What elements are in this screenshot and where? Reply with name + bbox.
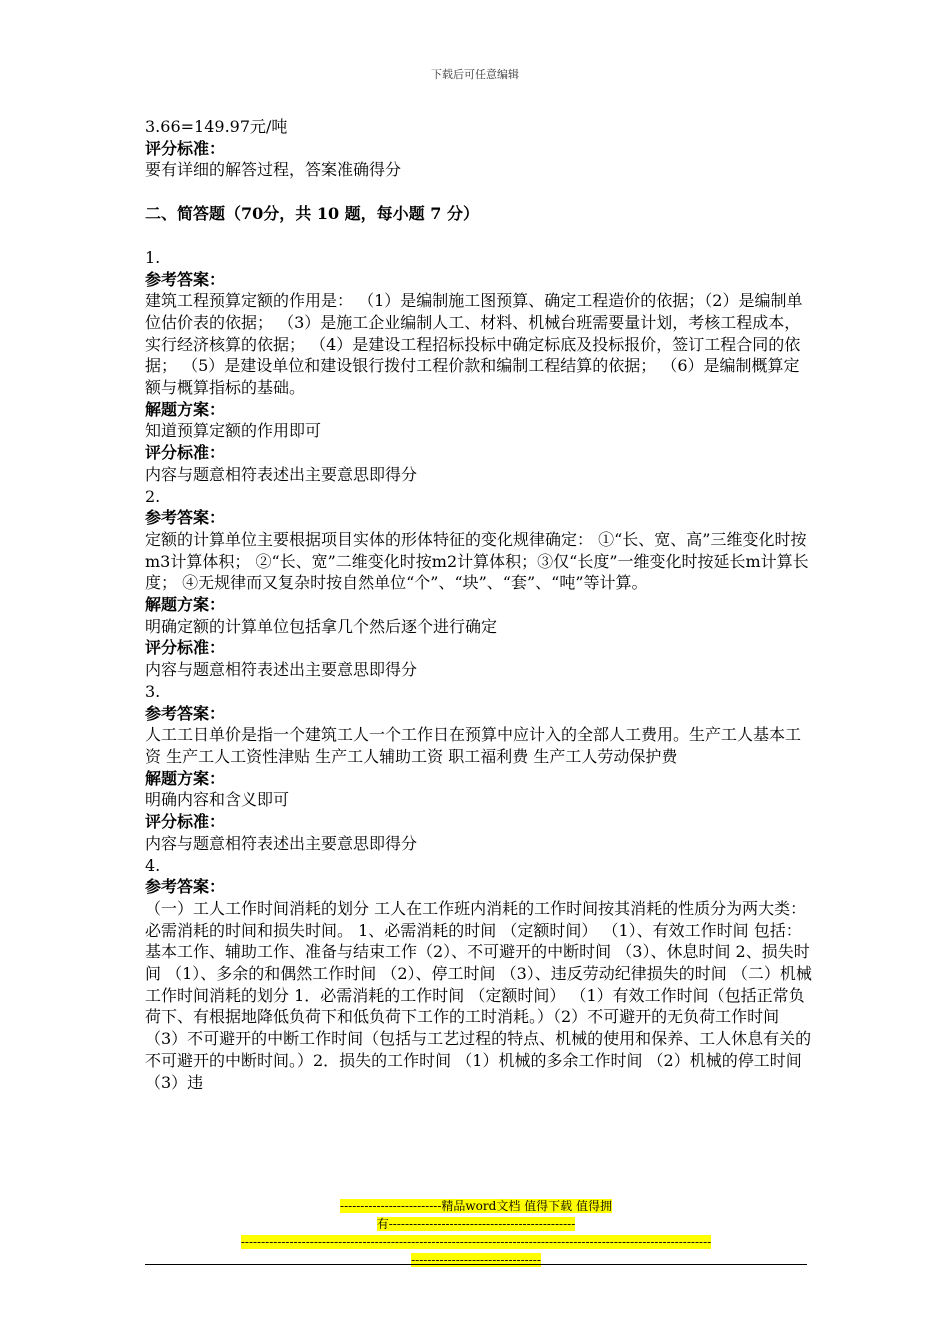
solution-text: 明确定额的计算单位包括拿几个然后逐个进行确定: [145, 616, 498, 636]
scoring-text: 内容与题意相符表述出主要意思即得分: [145, 660, 418, 680]
footer-dash-line: --------------------------------------------------------------------------------------------------------------------: [240, 1235, 712, 1249]
footer-banner-line: -------------------------精品word文档 值得下载 值得拥: [340, 1199, 612, 1213]
answer-text: 人工工日单价是指一个建筑工人一个工作日在预算中应计入的全部人工费用。生产工人基本工资 生产工人工资性津贴 生产工人辅助工资 职工福利费 生产工人劳动保护费: [145, 725, 802, 766]
answer-text: 建筑工程预算定额的作用是： （1）是编制施工图预算、确定工程造价的依据；（2）是编制单位估价表的依据； （3）是施工企业编制人工、材料、机械台班需要量计划，考核工程成本，实行经济核算的依据； （4）是建设工程招标投标中确定标底及投标报价，签订工程合同的依据； （5）是建设单位和建设银行拨付工程价款和编制工程结算的依据； （6）是编制概算定额与概算指标的基础。: [145, 291, 803, 398]
solution-label: 解题方案：: [145, 595, 226, 615]
result-line: 3.66=149.97元/吨: [145, 117, 288, 136]
answer-text: （一）工人工作时间消耗的划分 工人在工作班内消耗的工作时间按其消耗的性质分为两大类：必需消耗的时间和损失时间。 1、必需消耗的时间 （定额时间） （1）、有效工作时间 包括：基本工作、辅助工作、准备与结束工作（2）、不可避开的中断时间 （3）、休息时间 2、损失时间 （1）、多余的和偶然工作时间 （2）、停工时间 （3）、违反劳动纪律损失的时间 （二）机械工作时间消耗的划分 1．必需消耗的工作时间 （定额时间） （1）有效工作时间（包括正常负荷下、有根据地降低负荷下和低负荷下工作的工时消耗。）（2）不可避开的无负荷工作时间 （3）不可避开的中断工作时间（包括与工艺过程的特点、机械的使用和保养、工人休息有关的不可避开的中断时间。）2．损失的工作时间 （1）机械的多余工作时间 （2）机械的停工时间 （3）违: [145, 898, 812, 1092]
answer-text: 定额的计算单位主要根据项目实体的形体特征的变化规律确定： ①“长、宽、高”三维变化时按m3计算体积； ②“长、宽”二维变化时按m2计算体积；③仅“长度”一维变化时按延长m计算长度； ④无规律而又复杂时按自然单位“个”、“块”、“套”、“吨”等计算。: [145, 529, 809, 593]
page-footer: [145, 1197, 807, 1269]
solution-label: 解题方案：: [145, 768, 226, 788]
scoring-text: 要有详细的解答过程，答案准确得分: [145, 160, 402, 180]
footer-banner-line: 有----------------------------------------------: [376, 1217, 576, 1231]
footer-dash-line: --------------------------------: [411, 1253, 541, 1267]
question-number: 1.: [145, 247, 161, 267]
question-number: 4.: [145, 855, 161, 875]
document-body: [145, 116, 813, 1093]
question-number: 3.: [145, 681, 161, 701]
scoring-label: 评分标准：: [145, 638, 226, 658]
scoring-text: 内容与题意相符表述出主要意思即得分: [145, 833, 418, 853]
answer-label: 参考答案：: [145, 508, 226, 528]
scoring-label: 评分标准：: [145, 812, 226, 832]
answer-label: 参考答案：: [145, 877, 226, 897]
scoring-text: 内容与题意相符表述出主要意思即得分: [145, 464, 418, 484]
question-number: 2.: [145, 486, 161, 506]
section-title: 二、简答题（70分，共 10 题，每小题 7 分）: [145, 204, 479, 224]
solution-text: 明确内容和含义即可: [145, 790, 290, 810]
solution-label: 解题方案：: [145, 399, 226, 419]
answer-label: 参考答案：: [145, 703, 226, 723]
scoring-label: 评分标准：: [145, 138, 226, 158]
footer-divider: [145, 1264, 807, 1265]
solution-text: 知道预算定额的作用即可: [145, 421, 322, 441]
page-header: 下载后可任意编辑: [431, 68, 519, 81]
scoring-label: 评分标准：: [145, 443, 226, 463]
answer-label: 参考答案：: [145, 269, 226, 289]
